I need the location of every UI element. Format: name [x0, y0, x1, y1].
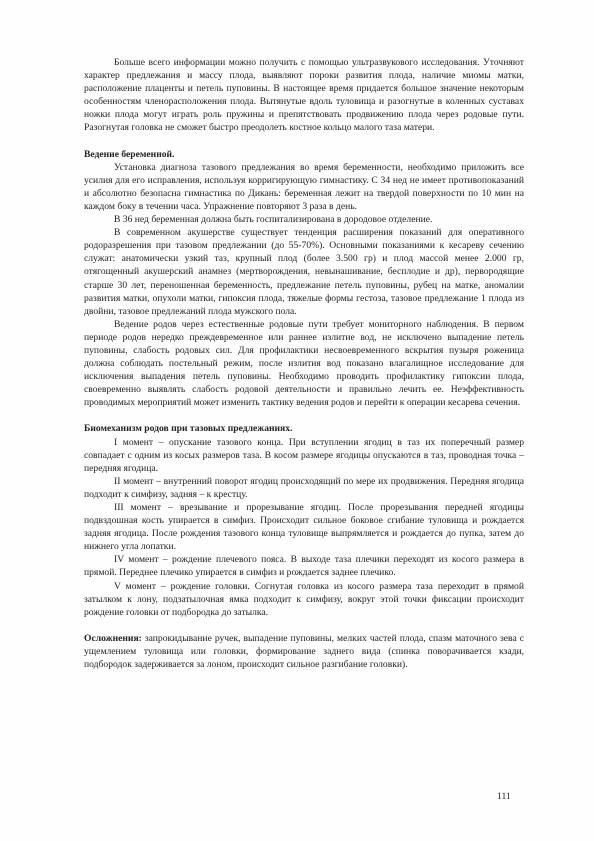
section-spacer: [84, 135, 524, 148]
paragraph-moment-5: V момент – рождение головки. Согнутая головка из косого размера таза переходит в прямой затылком к лону, подзатылочная ямка подходит к симфизу, вокруг этой точки фиксации происходит рождение головки от подбородка до затылка.: [84, 580, 524, 618]
paragraph: Ведение родов через естественные родовые пути требует мониторного наблюдения. В первом периоде родов нередко преждевременное или раннее излитие вод, не исключено выпадение петель пуповины, слабость родовых сил. Для профилактики несвоевременного вскрытия пузыря роженица должна соблюдать постельный режим, после излития вод показано влагалищное исследование для исключения выпадения петель пуповины. Необходимо проводить профилактику гипоксии плода, своевременно выявлять слабость родовой деятельности и правильно лечить ее. Неэффективность проводимых мероприятий может изменить тактику ведения родов и перейти к операции кесарева сечения.: [84, 318, 524, 409]
paragraph-moment-2: II момент – внутренний поворот ягодиц происходящий по мере их продвижения. Передняя ягодица подходит к симфизу, задняя – к крестцу.: [84, 475, 524, 500]
paragraph-moment-1: I момент – опускание тазового конца. При вступлении ягодиц в таз их поперечный размер совпадает с одним из косых размеров таза. В косом размере ягодицы опускаются в таз, проводная точка – передняя ягодица.: [84, 436, 524, 474]
complications-label: Осложнения:: [84, 632, 142, 644]
section-spacer: [84, 619, 524, 632]
page-number: 111: [497, 791, 511, 802]
complications-paragraph: [84, 632, 524, 671]
intro-paragraph: Больше всего информации можно получить с помощью ультразвукового исследования. Уточняют характер предлежания и массу плода, выявляют пороки развития плода, наличие миомы матки, расположение плаценты и петель пуповины. В настоящее время придается большое значение некоторым особенностям членорасположения плода. Вытянутые вдоль туловища и разогнутые в коленных суставах ножки плода могут играть роль пружины и препятствовать продвижению плода через родовые пути. Разогнутая головка не сможет быстро преодолеть костное кольцо малого таза матери.: [84, 57, 524, 134]
section-spacer: [84, 409, 524, 422]
section-heading-pregnancy: Ведение беременной.: [84, 148, 175, 160]
paragraph-moment-4: IV момент – рождение плечевого пояса. В выходе таза плечики переходят из косого размера в прямой. Переднее плечико упирается в симфиз и рождается заднее плечико.: [84, 554, 524, 579]
paragraph: В современном акушерстве существует тенденция расширения показаний для оперативного родоразрешения при тазовом предлежании (до 55-70%). Основными показаниями к кесареву сечению служат: анатомически узкий таз, крупный плод (более 3.500 гр) и плод массой менее 2.000 гр, отягощенный акушерский анамнез (мертворождения, невынашивание, бесплодие и др), первородящие старше 30 лет, переношенная беременность, предлежание петель пуповины, рубец на матке, аномалии развития матки, опухоли матки, гипоксия плода, тяжелые формы гестоза, тазовое предлежание 1 плода из двойни, тазовое предлежаний плода мужского пола.: [84, 227, 524, 317]
page-text: [84, 56, 524, 671]
paragraph-moment-3: III момент – врезывание и прорезывание ягодиц. После прорезывания передней ягодицы подвздошная кость упирается в симфиз. Происходит сильное боковое сгибание туловища и рождается задняя ягодица. После рождения тазового конца туловище выпрямляется и рождается до пупка, затем до нижнего угла лопатки.: [84, 502, 524, 553]
complications-text: запрокидывание ручек, выпадение пуповины, мелких частей плода, спазм маточного зева с ущемлением туловища или головки, формирование заднего вида (спинка поворачивается кзади, подбородок задерживается за лоном, происходит сильное разгибание головки).: [84, 632, 524, 671]
paragraph: Установка диагноза тазового предлежания во время беременности, необходимо приложить все усилия для его исправления, используя корригирующую гимнастику. С 34 нед не имеет противопоказаний и абсолютно безопасна гимнастика по Дикань: беременная лежит на твердой поверхности по 10 мин на каждом боку в течении часа. Упражнение повторяют 3 раза в день.: [84, 161, 524, 212]
paragraph: В 36 нед беременная должна быть госпитализирована в дородовое отделение.: [114, 214, 433, 226]
section-heading-biomechanism: Биомеханизм родов при тазовых предлежаниях.: [84, 423, 293, 435]
